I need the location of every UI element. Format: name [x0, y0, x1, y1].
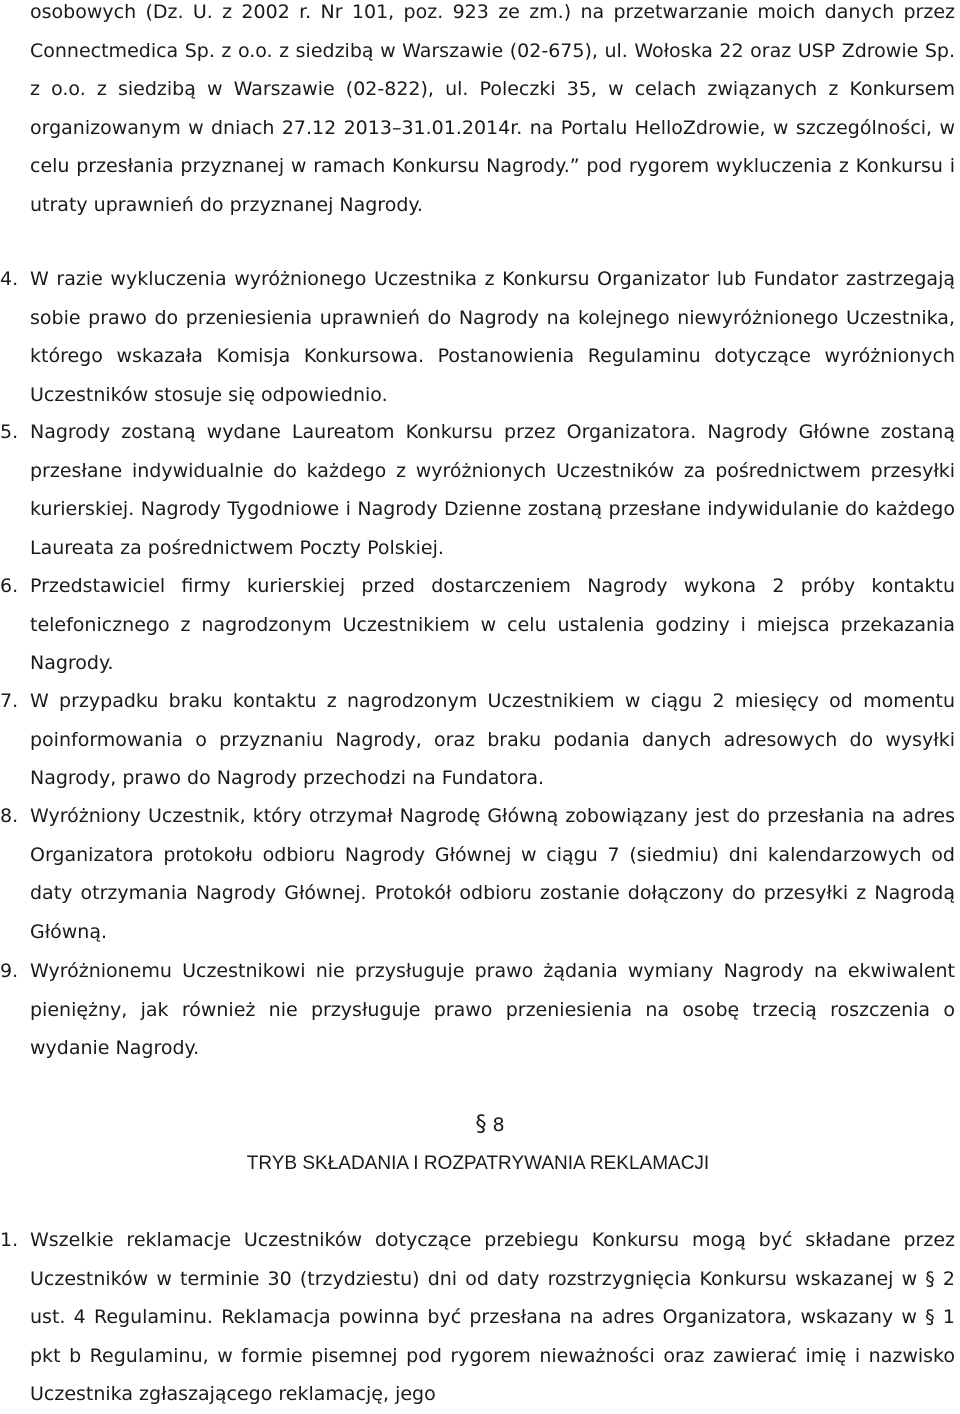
paragraph-number: 4. — [0, 268, 19, 290]
paragraph-text: W razie wykluczenia wyróżnionego Uczestnika z Konkursu Organizator lub Fundator zastrzegają sobie prawo do przeniesienia uprawnień do Nagrody na kolejnego niewyróżnionego Uczestnika, którego wskazała Komisja Konkursowa. Postanowienia Regulaminu dotyczące wyróżnionych Uczestników stosuje się odpowiednio. — [30, 268, 955, 406]
paragraph-5 — [0, 413, 955, 567]
paragraph-number: 5. — [0, 421, 19, 443]
paragraph-text: Wyróżniony Uczestnik, który otrzymał Nagrodę Główną zobowiązany jest do przesłania na adres Organizatora protokołu odbioru Nagrody Głównej w ciągu 7 (siedmiu) dni kalendarzowych od daty otrzymania Nagrody Głównej. Protokół odbioru zostanie dołączony do przesyłki z Nagrodą Główną. — [30, 805, 955, 943]
paragraph-text: Wszelkie reklamacje Uczestników dotyczące przebiegu Konkursu mogą być składane przez Uczestników w terminie 30 (trzydziestu) dni od daty rozstrzygnięcia Konkursu wskazanej w § 2 ust. 4 Regulaminu. Reklamacja powinna być przesłana na adres Organizatora, wskazany w § 1 pkt b Regulaminu, w formie pisemnej pod rygorem nieważności oraz zawierać imię i nazwisko Uczestnika zgłaszającego reklamację, jego — [30, 1229, 955, 1405]
section-symbol: § — [475, 1112, 487, 1137]
section8-paragraph-1 — [0, 1221, 955, 1414]
paragraph-number: 7. — [0, 690, 19, 712]
section-number-value: 8 — [492, 1114, 505, 1136]
paragraph-9 — [0, 952, 955, 1068]
paragraph-number: 6. — [0, 575, 19, 597]
paragraph-number: 1. — [0, 1229, 19, 1251]
section-title: TRYB SKŁADANIA I ROZPATRYWANIA REKLAMACJI — [246, 1153, 710, 1174]
paragraph-8 — [0, 797, 955, 951]
paragraph-text: osobowych (Dz. U. z 2002 r. Nr 101, poz. 923 ze zm.) na przetwarzanie moich danych przez Connectmedica Sp. z o.o. z siedzibą w Warszawie (02-675), ul. Wołoska 22 oraz USP Zdrowie Sp. z o.o. z siedzibą w Warszawie (02-822), ul. Poleczki 35, w celach związanych z Konkursem organizowanym w dniach 27.12 2013–31.01.2014r. na Portalu HelloZdrowie, w szczególności, w celu przesłania przyznanej w ramach Konkursu Nagrody.” pod rygorem wykluczenia z Konkursu i utraty uprawnień do przyznanej Nagrody. — [30, 1, 955, 216]
paragraph-text: W przypadku braku kontaktu z nagrodzonym Uczestnikiem w ciągu 2 miesięcy od momentu poinformowania o przyznaniu Nagrody, oraz braku podania danych adresowych do wysyłki Nagrody, prawo do Nagrody przechodzi na Fundatora. — [30, 690, 955, 789]
paragraph-continued — [30, 0, 955, 224]
paragraph-text: Przedstawiciel firmy kurierskiej przed dostarczeniem Nagrody wykona 2 próby kontaktu telefonicznego z nagrodzonym Uczestnikiem w celu ustalenia godziny i miejsca przekazania Nagrody. — [30, 575, 955, 674]
paragraph-6 — [0, 567, 955, 683]
paragraph-4 — [0, 260, 955, 414]
paragraph-number: 9. — [0, 960, 19, 982]
section-number — [10, 1106, 960, 1144]
paragraph-7 — [0, 682, 955, 798]
paragraph-text: Nagrody zostaną wydane Laureatom Konkursu przez Organizatora. Nagrody Główne zostaną przesłane indywidualnie do każdego z wyróżnionych Uczestników za pośrednictwem przesyłki kurierskiej. Nagrody Tygodniowe i Nagrody Dzienne zostaną przesłane indywidulanie do każdego Laureata za pośrednictwem Poczty Polskiej. — [30, 421, 955, 559]
paragraph-text: Wyróżnionemu Uczestnikowi nie przysługuje prawo żądania wymiany Nagrody na ekwiwalent pieniężny, jak również nie przysługuje prawo przeniesienia na osobę trzecią roszczenia o wydanie Nagrody. — [30, 960, 955, 1059]
paragraph-number: 8. — [0, 805, 19, 827]
